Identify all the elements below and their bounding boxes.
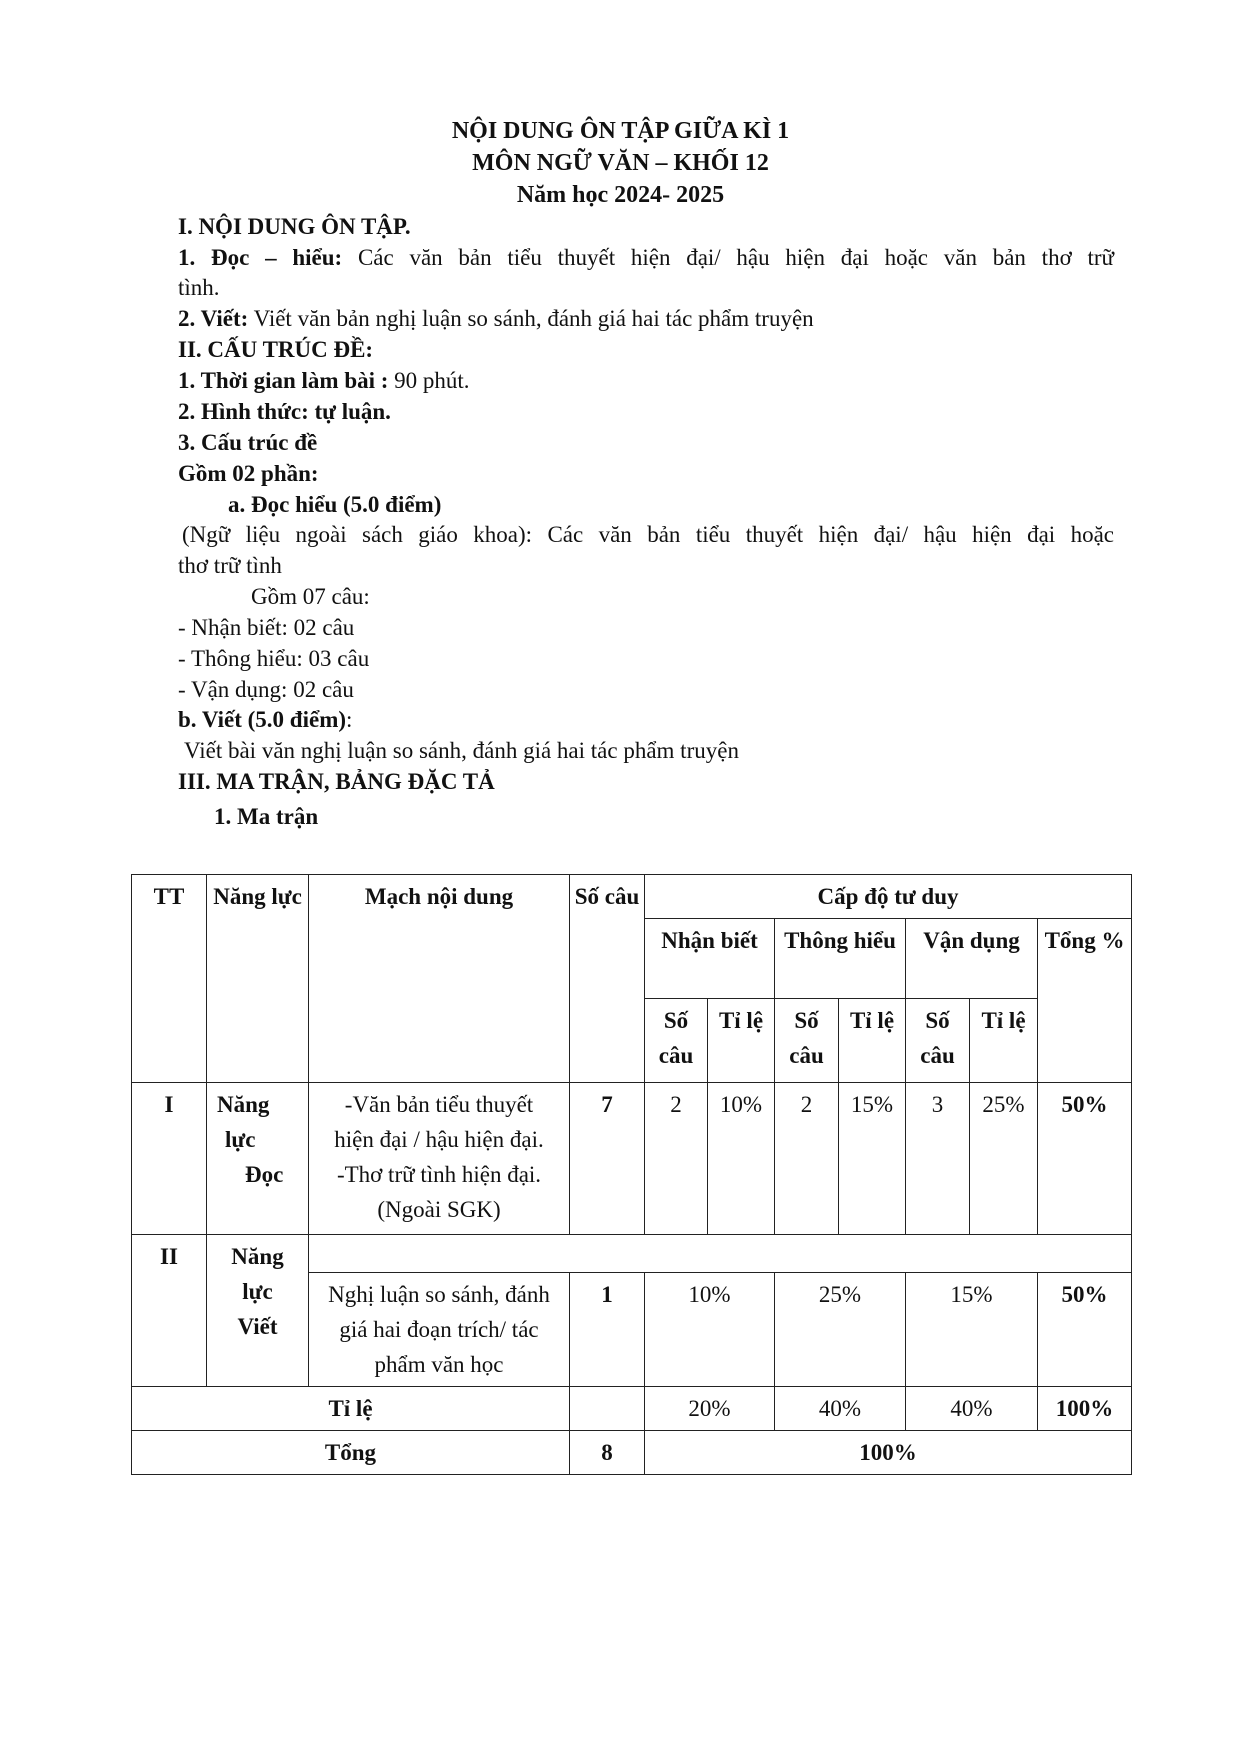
table-row bbox=[132, 1235, 1132, 1273]
section-1-item-1-cont: tình. bbox=[178, 275, 220, 300]
row2-so-cau: 1 bbox=[570, 1273, 645, 1387]
section-3-heading: III. MA TRẬN, BẢNG ĐẶC TẢ bbox=[178, 769, 495, 794]
row2-nang-luc-a: Năng bbox=[231, 1244, 284, 1269]
rate-row-nb: 20% bbox=[645, 1387, 775, 1431]
row2-spacer bbox=[309, 1235, 1132, 1273]
row1-vd-so: 3 bbox=[906, 1083, 970, 1235]
row2-content: Nghị luận so sánh, đánh giá hai đoạn trích/ tác phẩm văn học bbox=[309, 1273, 570, 1387]
header-nb-so-cau: Số câu bbox=[645, 999, 708, 1083]
questions-understand: - Thông hiểu: 03 câu bbox=[178, 646, 370, 671]
item-2-label: 2. Viết: bbox=[178, 306, 249, 331]
row1-content-c: -Thơ trữ tình hiện đại. bbox=[336, 1162, 542, 1187]
header-tt: TT bbox=[132, 875, 207, 1083]
row2-th: 25% bbox=[775, 1273, 906, 1387]
exam-time bbox=[178, 366, 470, 396]
doc-title-line-1: NỘI DUNG ÔN TẬP GIỮA KÌ 1 bbox=[451, 118, 790, 144]
rate-row-tong: 100% bbox=[1038, 1387, 1132, 1431]
row1-content-b: hiện đại / hậu hiện đại. bbox=[334, 1127, 544, 1152]
part-b-colon: : bbox=[346, 707, 353, 732]
part-a-label: a. Đọc hiểu (5.0 điểm) bbox=[228, 492, 442, 517]
item-1-text: Các văn bản tiểu thuyết hiện đại/ hậu hiện đại hoặc văn bản thơ trữ bbox=[357, 245, 1114, 270]
header-mach-noi-dung: Mạch nội dung bbox=[309, 875, 570, 1083]
section-1-heading: I. NỘI DUNG ÔN TẬP. bbox=[178, 214, 411, 239]
header-tong-percent: Tổng % bbox=[1038, 919, 1132, 1083]
header-nhan-biet: Nhận biết bbox=[645, 919, 775, 999]
row1-vd-ti-le: 25% bbox=[970, 1083, 1038, 1235]
part-b bbox=[178, 705, 352, 735]
row1-content bbox=[309, 1083, 570, 1235]
row1-tt: I bbox=[132, 1083, 207, 1235]
row1-nb-ti-le: 10% bbox=[708, 1083, 775, 1235]
row2-nang-luc bbox=[207, 1235, 309, 1387]
header-nang-luc: Năng lực bbox=[207, 875, 309, 1083]
exam-time-label: 1. Thời gian làm bài : bbox=[178, 368, 389, 393]
item-1-label: 1. Đọc – hiểu: bbox=[178, 245, 343, 270]
rate-row-vd: 40% bbox=[906, 1387, 1038, 1431]
table-row bbox=[132, 1083, 1132, 1235]
header-van-dung: Vận dụng bbox=[906, 919, 1038, 999]
total-row-so-cau: 8 bbox=[570, 1431, 645, 1475]
item-2-text: Viết văn bản nghị luận so sánh, đánh giá hai tác phẩm truyện bbox=[253, 306, 814, 331]
rate-row-label: Tỉ lệ bbox=[132, 1387, 570, 1431]
row1-so-cau: 7 bbox=[570, 1083, 645, 1235]
row1-nang-luc-b: lực bbox=[225, 1127, 256, 1152]
exam-structure: 3. Cấu trúc đề bbox=[178, 430, 318, 455]
rate-row-so-cau bbox=[570, 1387, 645, 1431]
row1-nb-so: 2 bbox=[645, 1083, 708, 1235]
row2-nb: 10% bbox=[645, 1273, 775, 1387]
row1-content-d: (Ngoài SGK) bbox=[377, 1197, 501, 1222]
section-3-sub-1: 1. Ma trận bbox=[214, 804, 319, 829]
header-so-cau: Số câu bbox=[570, 875, 645, 1083]
part-b-label: b. Viết (5.0 điểm) bbox=[178, 707, 347, 732]
questions-recognize: - Nhận biết: 02 câu bbox=[178, 615, 355, 640]
header-vd-so-cau: Số câu bbox=[906, 999, 970, 1083]
row2-vd: 15% bbox=[906, 1273, 1038, 1387]
header-th-ti-le: Tỉ lệ bbox=[839, 999, 906, 1083]
exam-parts: Gồm 02 phần: bbox=[178, 461, 319, 486]
section-1-item-1 bbox=[178, 243, 1114, 273]
header-vd-ti-le: Tỉ lệ bbox=[970, 999, 1038, 1083]
total-row-label: Tổng bbox=[132, 1431, 570, 1475]
row2-nang-luc-c: Viết bbox=[237, 1314, 278, 1339]
row1-nang-luc-a: Năng bbox=[217, 1092, 270, 1117]
row1-tong: 50% bbox=[1038, 1083, 1132, 1235]
table-row bbox=[132, 1431, 1132, 1475]
row1-th-so: 2 bbox=[775, 1083, 839, 1235]
row2-tt: II bbox=[132, 1235, 207, 1387]
header-th-so-cau: Số câu bbox=[775, 999, 839, 1083]
row1-th-ti-le: 15% bbox=[839, 1083, 906, 1235]
doc-title-line-3: Năm học 2024- 2025 bbox=[516, 182, 725, 208]
doc-title-line-2: MÔN NGỮ VĂN – KHỐI 12 bbox=[472, 150, 769, 176]
header-thong-hieu: Thông hiểu bbox=[775, 919, 906, 999]
rate-row-th: 40% bbox=[775, 1387, 906, 1431]
part-a-desc: (Ngữ liệu ngoài sách giáo khoa): Các văn bản tiểu thuyết hiện đại/ hậu hiện đại hoặc bbox=[182, 522, 1114, 547]
table-header-row bbox=[132, 875, 1132, 919]
total-row-value: 100% bbox=[645, 1431, 1132, 1475]
header-cap-do-tu-duy: Cấp độ tư duy bbox=[645, 875, 1132, 919]
questions-total: Gồm 07 câu: bbox=[251, 584, 370, 609]
part-a-desc-cont: thơ trữ tình bbox=[178, 553, 282, 578]
row2-nang-luc-b: lực bbox=[242, 1279, 273, 1304]
section-2-heading: II. CẤU TRÚC ĐỀ: bbox=[178, 337, 374, 362]
exam-format: 2. Hình thức: tự luận. bbox=[178, 399, 391, 424]
exam-time-value: 90 phút. bbox=[394, 368, 470, 393]
section-1-item-2 bbox=[178, 304, 814, 334]
header-nb-ti-le: Tỉ lệ bbox=[708, 999, 775, 1083]
matrix-table bbox=[131, 874, 1132, 1475]
row1-nang-luc-c: Đọc bbox=[245, 1162, 284, 1187]
row2-tong: 50% bbox=[1038, 1273, 1132, 1387]
row1-content-a: -Văn bản tiểu thuyết bbox=[344, 1092, 534, 1117]
table-row bbox=[132, 1387, 1132, 1431]
part-b-desc: Viết bài văn nghị luận so sánh, đánh giá hai tác phẩm truyện bbox=[184, 738, 739, 763]
questions-apply: - Vận dụng: 02 câu bbox=[178, 677, 354, 702]
row1-nang-luc bbox=[207, 1083, 309, 1235]
